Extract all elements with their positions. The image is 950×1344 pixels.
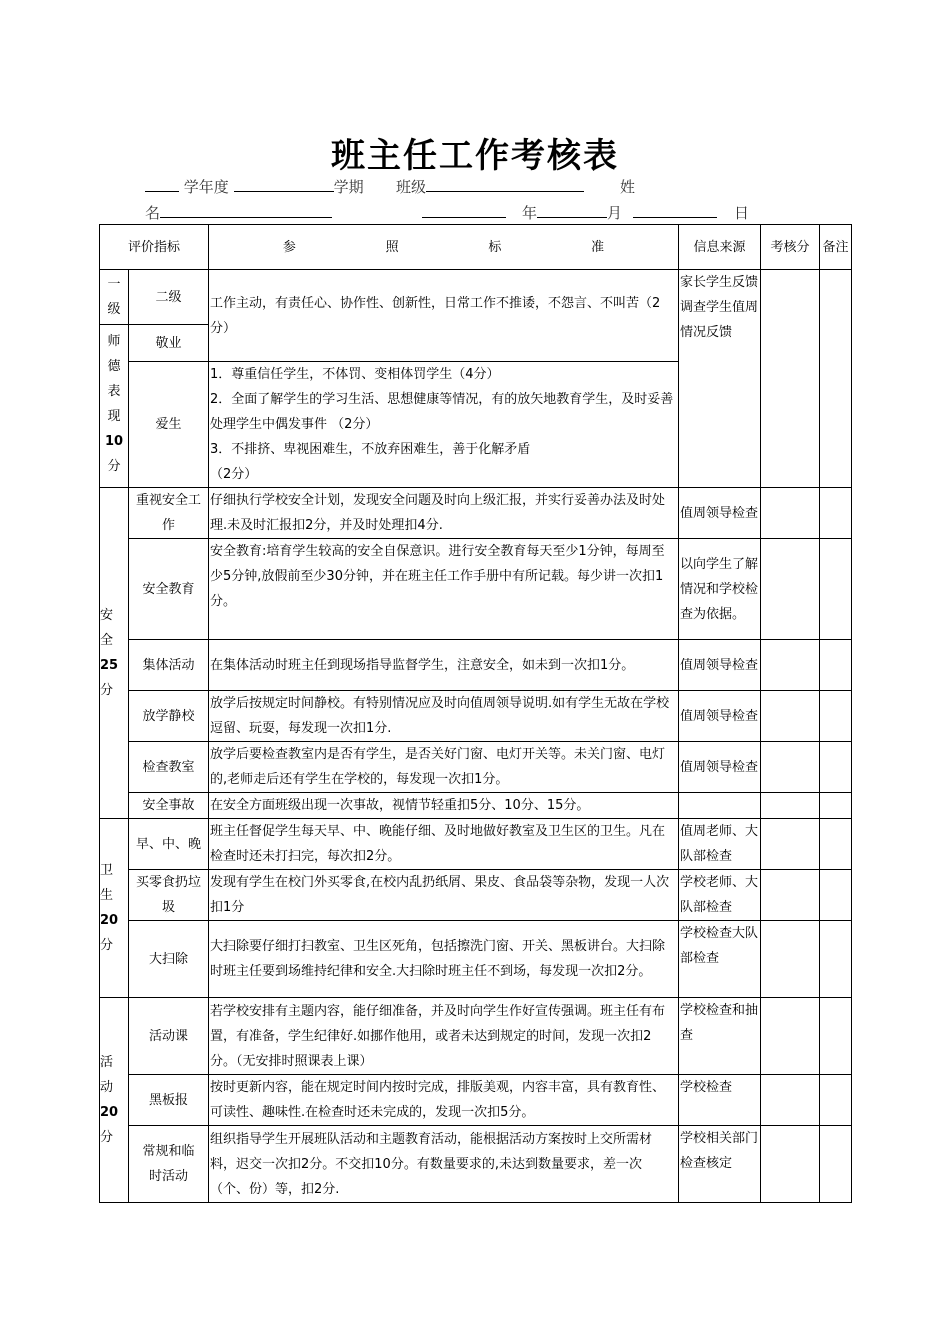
group-activity-standard: 在集体活动时班主任到现场指导监督学生，注意安全，如未到一次扣1分。 xyxy=(209,640,679,691)
item-safety-work: 重视安全工作 xyxy=(129,488,209,539)
routine-activity-standard: 组织指导学生开展班队活动和主题教育活动，能根据活动方案按时上交所需材料，迟交一次扣2分。不交扣10分。有数量要求的,未达到数量要求，差一次（个、份）等，扣2分. xyxy=(209,1126,679,1203)
safety-education-standard: 安全教育:培育学生较高的安全自保意识。进行安全教育每天至少1分钟，每周至少5分钟,放假前至少30分钟，并在班主任工作手册中有所记载。每少讲一次扣1分。 xyxy=(209,539,679,640)
ethics-source: 家长学生反馈调查学生值周情况反馈 xyxy=(679,270,761,488)
safety-work-source: 值周领导检查 xyxy=(679,488,761,539)
classroom-check-source: 值周领导检查 xyxy=(679,742,761,793)
header-standard: 参 照 标 准 xyxy=(209,225,679,270)
blackboard-standard: 按时更新内容，能在规定时间内按时完成，排版美观，内容丰富，具有教育性、可读性、趣味性.在检查时还未完成的，发现一次扣5分。 xyxy=(209,1075,679,1126)
blackboard-score[interactable] xyxy=(761,1075,820,1126)
category-level1-mark: 一 级 xyxy=(100,270,129,325)
daily-cleaning-score[interactable] xyxy=(761,819,820,870)
safety-accident-score[interactable] xyxy=(761,793,820,819)
ethics-note-cell[interactable] xyxy=(820,270,852,488)
safety-work-note[interactable] xyxy=(820,488,852,539)
year-date-blank[interactable] xyxy=(422,202,506,218)
group-activity-score[interactable] xyxy=(761,640,820,691)
header-score: 考核分 xyxy=(761,225,820,270)
daily-cleaning-note[interactable] xyxy=(820,819,852,870)
item-routine-activity: 常规和临时活动 xyxy=(129,1126,209,1203)
big-cleaning-source: 学校检查大队部检查 xyxy=(679,921,761,998)
header-indicator: 评价指标 xyxy=(100,225,209,270)
term-blank[interactable] xyxy=(234,176,334,192)
classroom-check-note[interactable] xyxy=(820,742,852,793)
group-activity-note[interactable] xyxy=(820,640,852,691)
activity-class-note[interactable] xyxy=(820,998,852,1075)
safety-education-score[interactable] xyxy=(761,539,820,640)
item-love: 爱生 xyxy=(129,362,209,488)
dedication-standard: 工作主动，有责任心、协作性、创新性，日常工作不推诿，不怨言、不叫苦（2分） xyxy=(209,270,679,362)
year-label: 学年度 xyxy=(183,178,229,196)
group-activity-source: 值周领导检查 xyxy=(679,640,761,691)
info-line xyxy=(0,174,950,224)
header-row xyxy=(100,225,852,270)
category-hygiene: 卫生 20 分 xyxy=(100,819,129,998)
snacks-litter-standard: 发现有学生在校门外买零食,在校内乱扔纸屑、果皮、食品袋等杂物，发现一人次扣1分 xyxy=(209,870,679,921)
item-snacks-litter: 买零食扔垃圾 xyxy=(129,870,209,921)
item-classroom-check: 检查教室 xyxy=(129,742,209,793)
snacks-litter-note[interactable] xyxy=(820,870,852,921)
after-school-score[interactable] xyxy=(761,691,820,742)
day-blank[interactable] xyxy=(633,202,717,218)
name-label-1: 姓 xyxy=(620,178,636,196)
class-label: 班级 xyxy=(396,178,427,196)
safety-accident-standard: 在安全方面班级出现一次事故，视情节轻重扣5分、10分、15分。 xyxy=(209,793,679,819)
routine-activity-note[interactable] xyxy=(820,1126,852,1203)
level2-header: 二级 xyxy=(129,270,209,325)
classroom-check-score[interactable] xyxy=(761,742,820,793)
item-safety-education: 安全教育 xyxy=(129,539,209,640)
snacks-litter-source: 学校老师、大队部检查 xyxy=(679,870,761,921)
safety-education-note[interactable] xyxy=(820,539,852,640)
month-char: 月 xyxy=(607,204,623,222)
safety-accident-source xyxy=(679,793,761,819)
term-label: 学期 xyxy=(333,178,364,196)
after-school-note[interactable] xyxy=(820,691,852,742)
item-group-activity: 集体活动 xyxy=(129,640,209,691)
activity-class-source: 学校检查和抽查 xyxy=(679,998,761,1075)
blackboard-note[interactable] xyxy=(820,1075,852,1126)
item-safety-accident: 安全事故 xyxy=(129,793,209,819)
day-char: 日 xyxy=(734,204,750,222)
year-blank[interactable] xyxy=(145,176,179,192)
item-activity-class: 活动课 xyxy=(129,998,209,1075)
header-source: 信息来源 xyxy=(679,225,761,270)
assessment-table xyxy=(99,224,852,1203)
routine-activity-score[interactable] xyxy=(761,1126,820,1203)
activity-class-score[interactable] xyxy=(761,998,820,1075)
month-blank[interactable] xyxy=(537,202,607,218)
category-safety: 安全 25 分 xyxy=(100,488,129,819)
daily-cleaning-standard: 班主任督促学生每天早、中、晚能仔细、及时地做好教室及卫生区的卫生。凡在检查时还未打扫完，每次扣2分。 xyxy=(209,819,679,870)
safety-accident-note[interactable] xyxy=(820,793,852,819)
class-blank[interactable] xyxy=(426,176,584,192)
safety-education-source: 以向学生了解情况和学校检查为依据。 xyxy=(679,539,761,640)
daily-cleaning-source: 值周老师、大队部检查 xyxy=(679,819,761,870)
safety-work-score[interactable] xyxy=(761,488,820,539)
ethics-score-cell[interactable] xyxy=(761,270,820,488)
blackboard-source: 学校检查 xyxy=(679,1075,761,1126)
routine-activity-source: 学校相关部门检查核定 xyxy=(679,1126,761,1203)
after-school-standard: 放学后按规定时间静校。有特别情况应及时向值周领导说明.如有学生无故在学校逗留、玩耍，每发现一次扣1分. xyxy=(209,691,679,742)
after-school-source: 值周领导检查 xyxy=(679,691,761,742)
safety-work-standard: 仔细执行学校安全计划，发现安全问题及时向上级汇报，并实行妥善办法及时处理.未及时汇报扣2分，并及时处理扣4分. xyxy=(209,488,679,539)
year-char: 年 xyxy=(522,204,538,222)
item-big-cleaning: 大扫除 xyxy=(129,921,209,998)
big-cleaning-standard: 大扫除要仔细打扫教室、卫生区死角，包括擦洗门窗、开关、黑板讲台。大扫除时班主任要到场维持纪律和安全.大扫除时班主任不到场，每发现一次扣2分。 xyxy=(209,921,679,998)
snacks-litter-score[interactable] xyxy=(761,870,820,921)
name-blank[interactable] xyxy=(160,202,332,218)
item-daily-cleaning: 早、中、晚 xyxy=(129,819,209,870)
name-label-2: 名 xyxy=(145,204,161,222)
category-ethics: 师德表现 10 分 xyxy=(100,325,129,488)
love-standard: 1．尊重信任学生，不体罚、变相体罚学生（4分） 2．全面了解学生的学习生活、思想健康等情况，有的放矢地教育学生，及时妥善处理学生中偶发事件 （2分） 3．不排挤、卑视困难生，不放弃困难生，善于化解矛盾 （2分） xyxy=(209,362,679,488)
category-activity: 活动 20 分 xyxy=(100,998,129,1203)
item-blackboard: 黑板报 xyxy=(129,1075,209,1126)
big-cleaning-note[interactable] xyxy=(820,921,852,998)
header-note: 备注 xyxy=(820,225,852,270)
big-cleaning-score[interactable] xyxy=(761,921,820,998)
classroom-check-standard: 放学后要检查教室内是否有学生，是否关好门窗、电灯开关等。未关门窗、电灯的,老师走后还有学生在学校的，每发现一次扣1分。 xyxy=(209,742,679,793)
activity-class-standard: 若学校安排有主题内容，能仔细准备，并及时向学生作好宣传强调。班主任有布置，有准备，学生纪律好.如挪作他用，或者未达到规定的时间，发现一次扣2分。（无安排时照课表上课） xyxy=(209,998,679,1075)
item-dedication: 敬业 xyxy=(129,325,209,362)
page-title: 班主任工作考核表 xyxy=(331,136,619,176)
item-after-school: 放学静校 xyxy=(129,691,209,742)
